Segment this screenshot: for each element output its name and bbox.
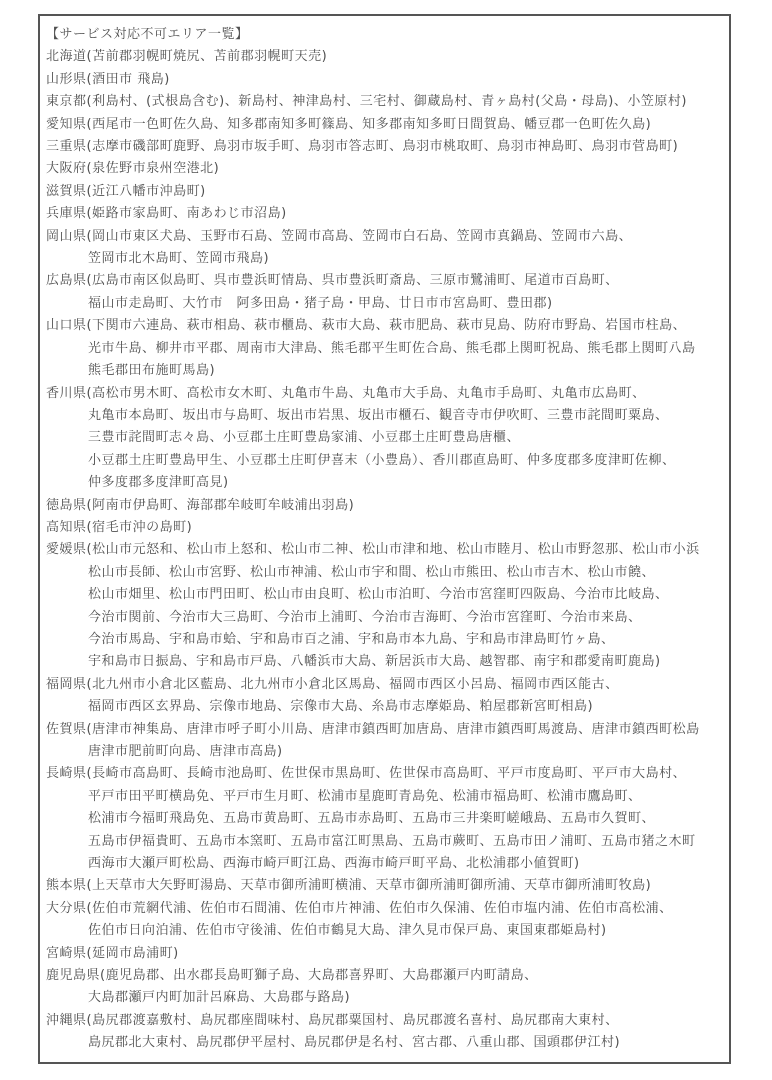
area-line: 福岡市西区玄界島、宗像市地島、宗像市大島、糸島市志摩姫島、粕屋郡新宮町相島) <box>88 699 594 715</box>
area-line: 宮崎県(延岡市島浦町) <box>46 945 179 961</box>
area-line: 平戸市田平町横島免、平戸市生月町、松浦市星鹿町青島免、松浦市福島町、松浦市鷹島町、 <box>88 788 642 804</box>
area-line: 仲多度郡多度津町高見) <box>88 475 229 491</box>
area-line: 光市牛島、柳井市平郡、周南市大津島、熊毛郡平生町佐合島、熊毛郡上関町祝島、熊毛郡上関町八島 <box>88 340 696 356</box>
area-line: 小豆郡土庄町豊島甲生、小豆郡土庄町伊喜末（小豊島）、香川郡直島町、仲多度郡多度津町佐柳、 <box>88 452 676 468</box>
area-line: 唐津市肥前町向島、唐津市高島) <box>88 744 283 759</box>
area-line: 松山市長師、松山市宮野、松山市神浦、松山市宇和間、松山市熊田、松山市吉木、松山市饒、 <box>88 564 656 580</box>
area-line: 長崎県(長崎市高島町、長崎市池島町、佐世保市黒島町、佐世保市高島町、平戸市度島町、平戸市大島村、 <box>46 766 687 782</box>
area-line: 熊毛郡田布施町馬島) <box>88 363 216 379</box>
area-line: 東京都(利島村、(式根島含む)、新島村、神津島村、三宅村、御蔵島村、青ヶ島村(父島・母島)、小笠原村) <box>46 94 687 110</box>
area-line: 岡山県(岡山市東区犬島、玉野市石島、笠岡市高島、笠岡市白石島、笠岡市真鍋島、笠岡市六島、 <box>46 228 633 244</box>
area-line: 香川県(高松市男木町、高松市女木町、丸亀市牛島、丸亀市大手島、丸亀市手島町、丸亀市広島町、 <box>46 385 646 401</box>
area-line: 松浦市今福町飛島免、五島市黄島町、五島市赤島町、五島市三井楽町嵯峨島、五島市久賀町、 <box>88 811 656 827</box>
area-line: 滋賀県(近江八幡市沖島町) <box>46 183 206 199</box>
area-line: 宇和島市日振島、宇和島市戸島、八幡浜市大島、新居浜市大島、越智郡、南宇和郡愛南町鹿島) <box>88 654 661 670</box>
area-line: 三豊市詫間町志々島、小豆郡土庄町豊島家浦、小豆郡土庄町豊島唐櫃、 <box>88 430 521 446</box>
area-line: 丸亀市本島町、坂出市与島町、坂出市岩黒、坂出市櫃石、観音寺市伊吹町、三豊市詫間町粟島、 <box>88 407 669 423</box>
area-line: 愛媛県(松山市元怒和、松山市上怒和、松山市二神、松山市津和地、松山市睦月、松山市野忽那、松山市小浜 <box>46 542 700 558</box>
area-line: 三重県(志摩市磯部町鹿野、鳥羽市坂手町、鳥羽市答志町、鳥羽市桃取町、鳥羽市神島町、鳥羽市菅島町) <box>46 139 679 155</box>
area-line: 愛知県(西尾市一色町佐久島、知多郡南知多町篠島、知多郡南知多町日間賀島、幡豆郡一色町佐久島) <box>46 116 652 132</box>
area-line: 大島郡瀬戸内町加計呂麻島、大島郡与路島) <box>88 990 351 1006</box>
area-line: 山形県(酒田市 飛島) <box>46 71 170 87</box>
area-line: 福岡県(北九州市小倉北区藍島、北九州市小倉北区馬島、福岡市西区小呂島、福岡市西区能古、 <box>46 676 619 692</box>
area-line: 大阪府(泉佐野市泉州空港北) <box>46 161 220 177</box>
area-line: 島尻郡北大東村、島尻郡伊平屋村、島尻郡伊是名村、宮古郡、八重山郡、国頭郡伊江村) <box>88 1035 621 1051</box>
area-line: 福山市走島町、大竹市 阿多田島・猪子島・甲島、廿日市市宮島町、豊田郡) <box>88 295 553 311</box>
area-line: 今治市関前、今治市大三島町、今治市上浦町、今治市吉海町、今治市宮窪町、今治市来島、 <box>88 609 642 625</box>
area-line: 沖縄県(島尻郡渡嘉敷村、島尻郡座間味村、島尻郡粟国村、島尻郡渡名喜村、島尻郡南大東村、 <box>46 1012 619 1028</box>
document-title: 【サービス対応不可エリア一覧】 <box>46 27 249 42</box>
area-line: 五島市伊福貴町、五島市本窯町、五島市富江町黒島、五島市蕨町、五島市田ノ浦町、五島市猪之木町 <box>88 833 696 849</box>
area-line: 北海道(苫前郡羽幌町焼尻、苫前郡羽幌町天売) <box>46 49 328 65</box>
area-line: 大分県(佐伯市荒網代浦、佐伯市石間浦、佐伯市片神浦、佐伯市久保浦、佐伯市塩内浦、佐伯市高松浦、 <box>46 900 673 916</box>
area-line: 山口県(下関市六連島、萩市相島、萩市櫃島、萩市大島、萩市肥島、萩市見島、防府市野島、岩国市柱島、 <box>46 318 687 334</box>
service-unavailable-area-document <box>38 14 731 1064</box>
area-line: 高知県(宿毛市沖の島町) <box>46 519 193 535</box>
area-list <box>46 46 723 1054</box>
area-line: 佐賀県(唐津市神集島、唐津市呼子町小川島、唐津市鎮西町加唐島、唐津市鎮西町馬渡島、唐津市鎮西町松島 <box>46 721 700 737</box>
area-line: 兵庫県(姫路市家島町、南あわじ市沼島) <box>46 206 287 222</box>
area-line: 広島県(広島市南区似島町、呉市豊浜町情島、呉市豊浜町斎島、三原市鷺浦町、尾道市百島町、 <box>46 273 619 289</box>
area-line: 松山市畑里、松山市門田町、松山市由良町、松山市泊町、今治市宮窪町四阪島、今治市比岐島、 <box>88 587 669 603</box>
area-line: 徳島県(阿南市伊島町、海部郡牟岐町牟岐浦出羽島) <box>46 497 355 513</box>
area-line: 今治市馬島、宇和島市蛤、宇和島市百之浦、宇和島市本九島、宇和島市津島町竹ヶ島、 <box>88 631 615 647</box>
area-line: 笠岡市北木島町、笠岡市飛島) <box>88 251 270 267</box>
area-line: 熊本県(上天草市大矢野町湯島、天草市御所浦町横浦、天草市御所浦町御所浦、天草市御所浦町牧島) <box>46 878 652 894</box>
area-line: 鹿児島県(鹿児島郡、出水郡長島町獅子島、大島郡喜界町、大島郡瀬戸内町請島、 <box>46 968 538 984</box>
area-line: 佐伯市日向泊浦、佐伯市守後浦、佐伯市鶴見大島、津久見市保戸島、東国東郡姫島村) <box>88 923 607 939</box>
area-line: 西海市大瀬戸町松島、西海市崎戸町江島、西海市崎戸町平島、北松浦郡小値賀町) <box>88 856 580 872</box>
